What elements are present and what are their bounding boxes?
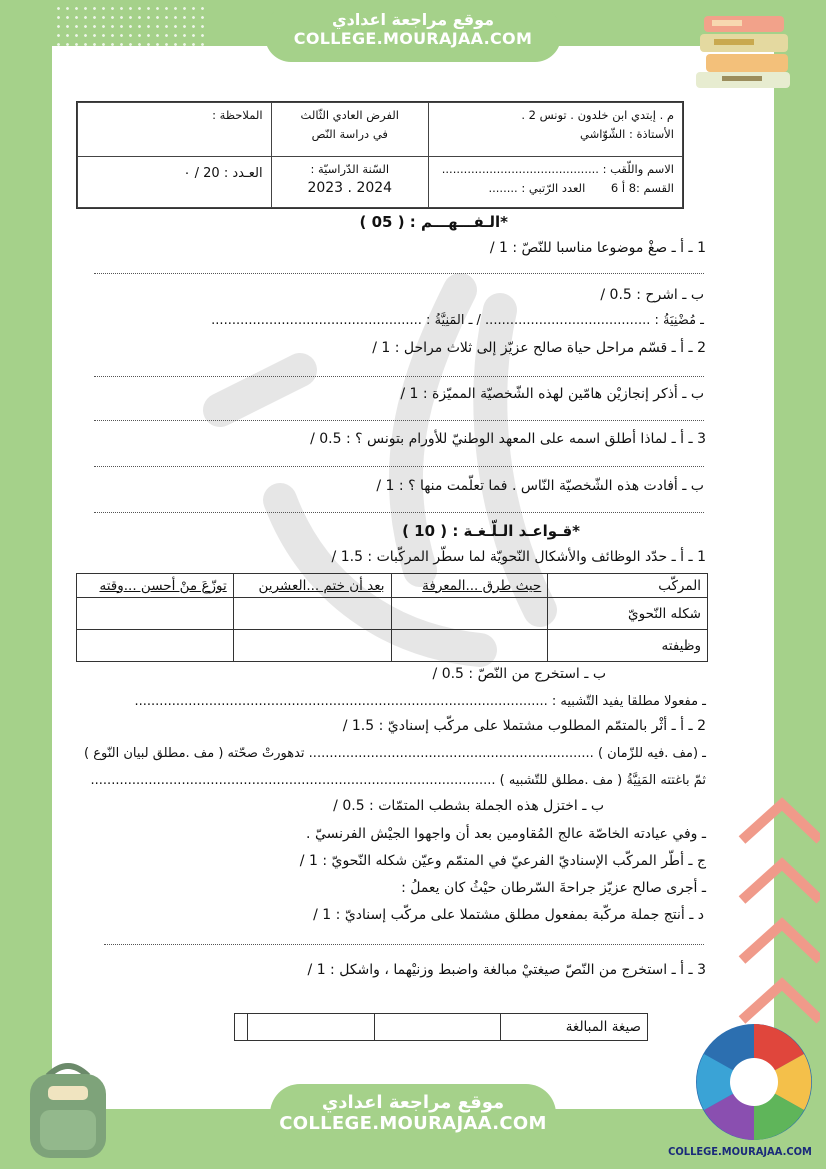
question-2a: 2 ـ أ ـ قسّم مراحل حياة صالح عزيّز إلى ثلاث مراحل : 1 / [372,340,706,356]
table-cell[interactable] [77,630,234,662]
header-remarks-cell [78,103,272,157]
header-grade-cell [78,157,272,208]
class-label: القسم :8 أ 6 [610,181,674,195]
name-field[interactable]: الاسم واللّقب : ........................................... [441,162,674,176]
grammar-table [76,573,708,662]
order-field[interactable]: العدد الرّتبي : ........ [488,181,586,195]
exam-title: الفرض العادي الثّالث [300,108,399,122]
grammar-question-2a: 2 ـ أ ـ أثْر بالمتمّم المطلوب مشتملا على مركّب إسناديّ : 1.5 / [342,718,706,734]
header-student-cell [428,157,682,208]
table-cell[interactable] [391,598,548,630]
school-name: م . إبتدي ابن خلدون . تونس 2 . [521,108,674,122]
books-icon [692,12,802,92]
brand-footer[interactable]: COLLEGE.MOURAJAA.COM [668,1145,812,1158]
question-1b-words[interactable]: ـ مُضْنِيَةُ : ........................................ / ـ المَنِيَّةُ : ................................................... [211,313,704,328]
mubalagha-table [234,1013,648,1041]
table-row [77,630,708,662]
table-cell[interactable] [374,1014,501,1041]
table-header-cell: المركّب [548,574,708,598]
grammar-question-2a-line2[interactable]: ثمّ باغتته المَنِيَّةُ ( مف .مطلق للتّشبيه ) .................................................................................................. [90,773,706,788]
remarks-label: الملاحظة : [212,108,263,122]
table-row [77,574,708,598]
grammar-question-1b: ب ـ استخرج من النّصّ : 0.5 / [432,666,606,682]
table-header-cell: حيث طرق ...المعرفة [391,574,548,598]
year-label: السّنة الدّراسيّة : [310,162,390,176]
page-frame-left [0,0,52,1169]
question-2b: ب ـ أذكر إنجازيْن هامّين لهذه الشّخصيّة المميّزة : 1 / [400,386,704,402]
table-row-label: وظيفته [548,630,708,662]
grammar-question-2b-sentence: ـ وفي عيادته الخاصّة عالج المُقاومين بعد أن واجهوا الجيْش الفرنسيّ . [306,826,706,842]
table-header-cell: صيغة المبالغة [501,1014,648,1041]
site-name: موقع مراجعة اعدادي [331,10,495,29]
grammar-question-1b-line[interactable]: ـ مفعولا مطلقا يفيد التّشبيه : .................................................................................................... [134,694,706,709]
header-school-cell [428,103,682,157]
school-bag-icon [18,1056,118,1160]
table-cell[interactable] [391,630,548,662]
section-comprehension: *الـفـــهـــم : ( 05 ) [359,213,508,231]
table-row [235,1014,648,1041]
grammar-question-3a: 3 ـ أ ـ استخرج من النّصّ صيغتيْ مبالغة واضبط وزنيْهما ، واشكل : 1 / [307,962,706,978]
answer-line[interactable] [94,376,704,377]
grammar-question-2c-sentence: ـ أجرى صالح عزيّز جراحةَ السّرطان حيْثُ كان يعملُ : [401,880,706,896]
teacher-name: الأستاذة : الشّوّاشي [579,127,674,141]
grammar-question-2a-line1[interactable]: ـ (مف .فيه للزّمان ) ..................................................................... تدهورتْ صحّته ( مف .مطلق لبيان النّوع ) [84,746,706,761]
grammar-question-1a: 1 ـ أ ـ حدّد الوظائف والأشكال النّحويّة لما سطّر المركّبات : 1.5 / [331,549,706,565]
answer-line[interactable] [94,466,704,467]
exam-header [76,101,684,209]
header-exam-cell [271,103,428,157]
chevron-up-icon [730,790,820,1030]
grammar-question-2c: ج ـ أطّر المركّب الإسناديّ الفرعيّ في المتمّم وعيّن شكله النّحويّ : 1 / [299,853,706,869]
answer-line[interactable] [104,944,704,945]
table-cell[interactable] [233,598,391,630]
site-banner-bottom[interactable] [270,1084,556,1150]
question-1a: 1 ـ أ ـ صغْ موضوعا مناسبا للنّصّ : 1 / [489,240,706,256]
site-banner-top[interactable] [265,6,561,62]
answer-line[interactable] [94,512,704,513]
table-cell[interactable] [248,1014,375,1041]
answer-line[interactable] [94,273,704,274]
question-3b: ب ـ أفادت هذه الشّخصيّة النّاس . فما تعلّمت منها ؟ : 1 / [376,478,704,494]
education-wheel-icon [694,1022,814,1142]
section-grammar: *قـواعـد الـلّـغـة : ( 10 ) [402,522,580,540]
question-1b: ب ـ اشرح : 0.5 / [600,287,704,303]
grammar-question-2d: د ـ أنتج جملة مركّبة بمفعول مطلق مشتملا على مركّب إسناديّ : 1 / [313,907,704,923]
table-row [77,598,708,630]
grammar-question-2b: ب ـ اختزل هذه الجملة بشطب المتمّات : 0.5 / [333,798,604,814]
grade-field[interactable]: العـدد : 20 / ٠ [183,166,263,181]
table-cell[interactable] [233,630,391,662]
site-domain: COLLEGE.MOURAJAA.COM [293,29,533,48]
site-name: موقع مراجعة اعدادي [321,1092,505,1113]
site-domain: COLLEGE.MOURAJAA.COM [279,1113,547,1134]
header-year-cell [271,157,428,208]
table-header-cell: بعد أن ختم ...العشرين [233,574,391,598]
answer-line[interactable] [94,420,704,421]
year-value: 2024 . 2023 [307,180,393,196]
table-row-label: شكله النّحويّ [548,598,708,630]
table-cell[interactable] [235,1014,248,1041]
table-header-cell: توزّعَ منْ أحسن ...وقته [77,574,234,598]
exam-subject: في دراسة النّص [311,127,388,141]
question-3a: 3 ـ أ ـ لماذا أطلق اسمه على المعهد الوطنيّ للأورام بتونس ؟ : 0.5 / [310,431,706,447]
table-cell[interactable] [77,598,234,630]
